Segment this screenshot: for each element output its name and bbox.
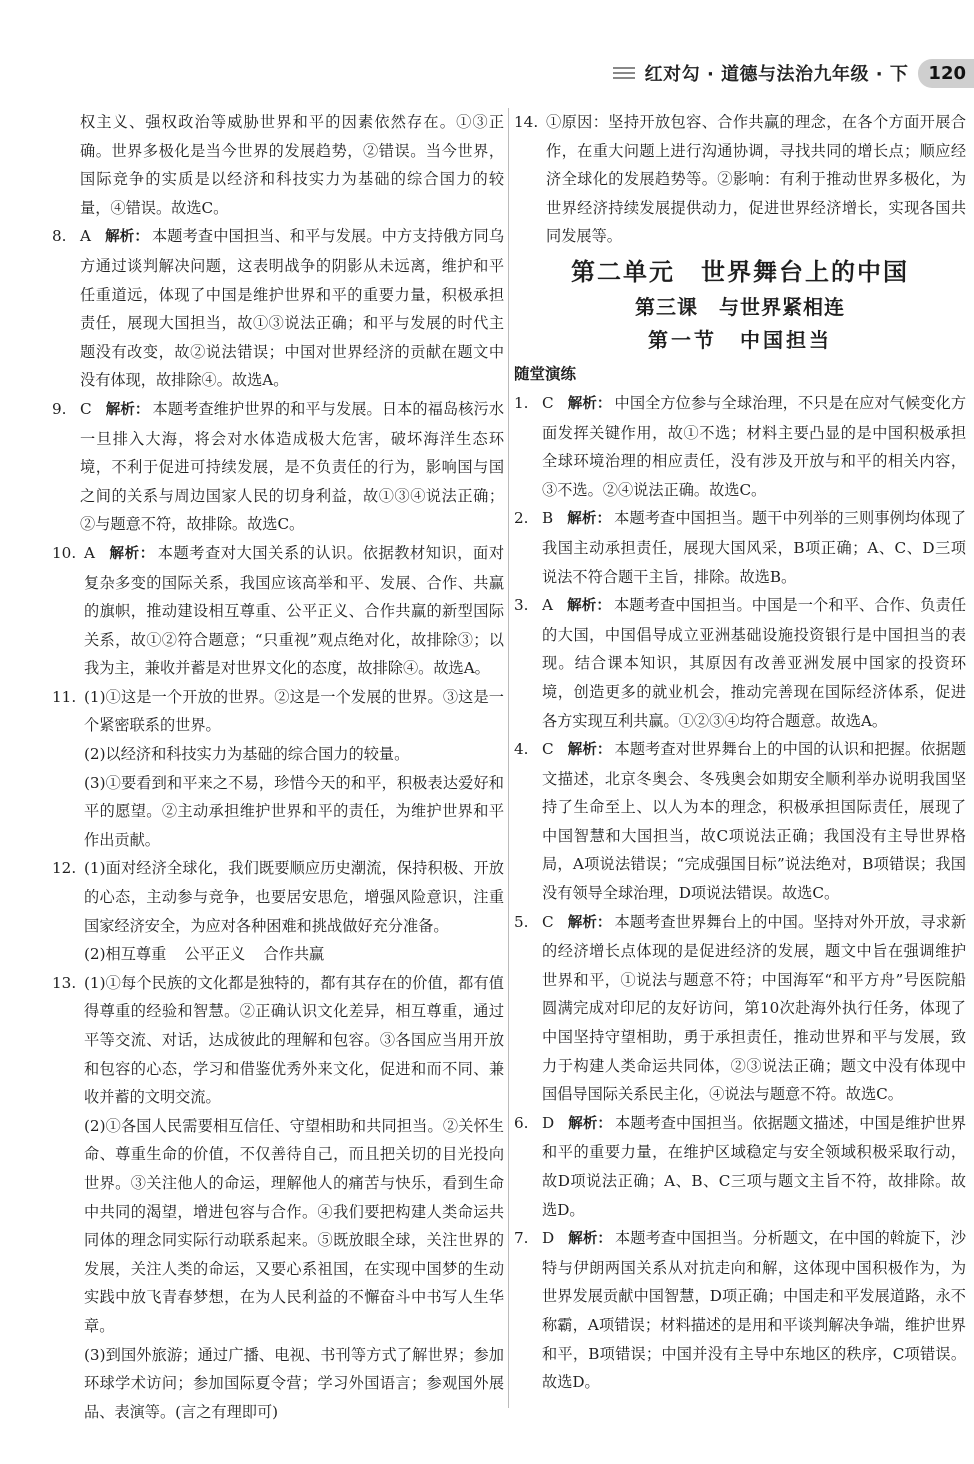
analysis-label: 解析：	[567, 395, 612, 412]
answer-letter: A	[84, 543, 95, 562]
analysis-label: 解析：	[105, 401, 150, 418]
question-number: 5.	[514, 912, 529, 931]
book-title: 红对勾 · 道德与法治九年级 · 下	[644, 64, 909, 85]
practice-item-3	[514, 591, 966, 735]
question-number: 3.	[514, 596, 529, 615]
question-8	[52, 222, 504, 395]
right-column	[514, 108, 966, 1397]
analysis-text: 中国全方位参与全球治理，不只是在应对气候变化方面发挥关键作用，故①不选；材料主要凸显的是中国积极承担全球环境治理的相应责任，没有涉及开放与和平的相关内容，③不选。②④说法正确。故选C。	[542, 393, 967, 499]
practice-item-4	[514, 735, 966, 908]
practice-item-7	[514, 1224, 966, 1397]
analysis-label: 解析：	[567, 511, 612, 528]
analysis-label: 解析：	[568, 1115, 612, 1132]
question-12	[52, 854, 504, 968]
analysis-text: 本题考查对世界舞台上的中国的认识和把握。依据题文描述，北京冬奥会、冬残奥会如期安全顺利举办说明我国坚持了生命至上、以人为本的理念，积极承担国际责任，展现了中国智慧和大国担当，故C项说法正确；我国没有主导世界格局，A项说法错误；“完成强国目标”说法绝对，B项错误；我国没有领导全球治理，D项说法错误。故选C。	[542, 740, 967, 903]
answer-letter: C	[542, 912, 554, 931]
answer-part-2: (2)以经济和科技实力为基础的综合国力的较量。	[84, 745, 410, 764]
answer-keyword-3: 合作共赢	[263, 945, 325, 964]
question-14	[514, 108, 966, 251]
answer-keyword-2: 公平正义	[184, 945, 246, 964]
analysis-text: 本题考查中国担当、和平与发展。中方支持俄方同乌方通过谈判解决问题，这表明战争的阴影从未远离，维护和平任重道远，体现了中国是维护世界和平的重要力量，积极承担责任，展现大国担当，故①③说法正确；和平与发展的时代主题没有改变，故②说法错误；中国对世界经济的贡献在题文中没有体现，故排除④。故选A。	[80, 227, 505, 390]
answer-letter: B	[542, 509, 554, 528]
analysis-label: 解析：	[568, 1231, 612, 1248]
question-number: 9.	[52, 399, 67, 418]
analysis-label: 解析：	[108, 545, 155, 562]
question-number: 7.	[514, 1229, 529, 1248]
analysis-text: 本题考查中国担当。中国是一个和平、合作、负责任的大国，中国倡导成立亚洲基础设施投资银行是中国担当的表现。结合课本知识，其原因有改善亚洲发展中国家的投资环境，创造更多的就业机会，推动完善现在国际经济体系，促进各方实现互利共赢。①②③④均符合题意。故选A。	[542, 596, 967, 730]
question-11	[52, 683, 504, 855]
analysis-text: 本题考查世界舞台上的中国。坚持对外开放，寻求新的经济增长点体现的是促进经济的发展，题文中旨在强调维护世界和平，①说法与题意不符；中国海军“和平方舟”号医院船圆满完成对印尼的友好访问，第10次赴海外执行任务，体现了中国坚持守望相助，勇于承担责任，推动世界和平与发展，致力于构建人类命运共同体，②③说法正确；题文中没有体现中国倡导国际关系民主化，④说法与题意不符。故选C。	[542, 912, 967, 1104]
page-header	[613, 56, 974, 90]
answer-letter: A	[542, 596, 553, 615]
answer-letter: A	[80, 227, 91, 246]
answer-part-1: (1)面对经济全球化，我们既要顺应历史潮流，保持积极、开放的心态，主动参与竞争，也要居安思危，增强风险意识，注重国家经济安全，为应对各种困难和挑战做好充分准备。	[84, 859, 504, 935]
analysis-label: 解析：	[104, 229, 149, 246]
answer-keyword-1: (2)相互尊重	[84, 945, 167, 964]
answer-part-2: (2)①各国人民需要相互信任、守望相助和共同担当。②关怀生命、尊重生命的价值，不仅善待自己，而且把关切的目光投向世界。③关注他人的命运，理解他人的痛苦与快乐，看到生命中共同的渴望，增进包容与合作。④我们要把构建人类命运共同体的理念同实际行动联系起来。⑤既放眼全球，关注世界的发展，关注人类的命运，又要心系祖国，在实现中国梦的生动实践中放飞青春梦想，在为人民利益的不懈奋斗中书写人生华章。	[84, 1116, 504, 1335]
unit-title: 第二单元 世界舞台上的中国	[571, 257, 909, 286]
question-number: 11.	[52, 687, 77, 706]
analysis-text: 本题考查中国担当。依据题文描述，中国是维护世界和平的重要力量，在维护区域稳定与安全领域积极采取行动，故D项说法正确；A、B、C三项与题文主旨不符，故排除。故选D。	[542, 1113, 967, 1219]
question-9	[52, 395, 504, 539]
answer-part-3: (3)①要看到和平来之不易，珍惜今天的和平，积极表达爱好和平的愿望。②主动承担维护世界和平的责任，为维护世界和平作出贡献。	[84, 773, 504, 849]
answer-part-2	[84, 940, 504, 969]
question-number: 14.	[514, 113, 539, 131]
analysis-label: 解析：	[566, 598, 611, 615]
section-title: 第一节 中国担当	[648, 327, 832, 352]
analysis-text: 本题考查对大国关系的认识。依据教材知识，面对复杂多变的国际关系，我国应该高举和平、发展、合作、共赢的旗帜，推动建设相互尊重、公平正义、合作共赢的新型国际关系，故①②符合题意；“只重视”观点绝对化，故排除③；以我为主，兼收并蓄是对世界文化的态度，故排除④。故选A。	[84, 543, 505, 678]
answer-text: ①原因：坚持开放包容、合作共赢的理念，在各个方面开展合作，在重大问题上进行沟通协调，寻找共同的增长点；顺应经济全球化的发展趋势等。②影响：有利于推动世界多极化，为世界经济持续发展提供动力，促进世界经济增长，实现各国共同发展等。	[546, 113, 966, 246]
intro-paragraph: 权主义、强权政治等威胁世界和平的因素依然存在。①③正确。世界多极化是当今世界的发展趋势，②错误。当今世界，国际竞争的实质是以经济和科技实力为基础的综合国力的较量，④错误。故选C。	[80, 113, 504, 217]
question-10	[52, 539, 504, 683]
analysis-text: 本题考查中国担当。分析题文，在中国的斡旋下，沙特与伊朗两国关系从对抗走向和解，这体现中国积极作为，为世界发展贡献中国智慧，D项正确；中国走和平发展道路，永不称霸，A项错误；材料描述的是用和平谈判解决争端，维护世界和平，B项错误；中国并没有主导中东地区的秩序，C项错误。故选D。	[542, 1229, 967, 1392]
practice-item-1	[514, 389, 966, 504]
analysis-label: 解析：	[567, 742, 612, 759]
answer-letter: C	[542, 740, 554, 759]
question-13	[52, 969, 504, 1427]
page-number: 120	[918, 59, 974, 88]
header-stripes-icon	[613, 64, 635, 82]
practice-item-2	[514, 504, 966, 591]
answer-part-3: (3)到国外旅游；通过广播、电视、书刊等方式了解世界；参加环球学术访问；参加国际夏令营；学习外国语言；参观国外展品、表演等。(言之有理即可)	[84, 1345, 504, 1421]
question-number: 2.	[514, 509, 529, 528]
practice-item-6	[514, 1109, 966, 1224]
answer-letter: D	[542, 1229, 555, 1248]
column-divider	[508, 108, 509, 1408]
practice-item-5	[514, 908, 966, 1109]
practice-heading: 随堂演练	[514, 364, 577, 383]
answer-letter: C	[542, 393, 554, 412]
question-number: 6.	[514, 1113, 529, 1132]
left-column	[52, 108, 504, 1426]
question-number: 12.	[52, 859, 77, 878]
answer-letter: D	[542, 1113, 555, 1132]
answer-part-1: (1)①这是一个开放的世界。②这是一个发展的世界。③这是一个紧密联系的世界。	[84, 687, 504, 735]
question-number: 13.	[52, 973, 77, 992]
question-number: 8.	[52, 227, 67, 246]
analysis-label: 解析：	[567, 914, 612, 931]
question-number: 10.	[52, 543, 77, 562]
answer-part-1: (1)①每个民族的文化都是独特的，都有其存在的价值，都有值得尊重的经验和智慧。②正确认识文化差异，相互尊重，通过平等交流、对话，达成彼此的理解和包容。③各国应当用开放和包容的心态，学习和借鉴优秀外来文化，促进和而不同、兼收并蓄的文明交流。	[84, 973, 504, 1107]
analysis-text: 本题考查中国担当。题干中列举的三则事例均体现了我国主动承担责任，展现大国风采，B项正确；A、C、D三项说法不符合题干主旨，排除。故选B。	[542, 509, 967, 586]
answer-letter: C	[80, 399, 92, 418]
analysis-text: 本题考查维护世界的和平与发展。日本的福岛核污水一旦排入大海，将会对水体造成极大危害，破坏海洋生态环境，不利于促进可持续发展，是不负责任的行为，影响国与国之间的关系与周边国家人民的切身利益，故①③④说法正确；②与题意不符，故排除。故选C。	[80, 399, 505, 534]
question-number: 1.	[514, 393, 529, 412]
question-number: 4.	[514, 740, 529, 759]
lesson-title: 第三课 与世界紧相连	[635, 294, 845, 319]
